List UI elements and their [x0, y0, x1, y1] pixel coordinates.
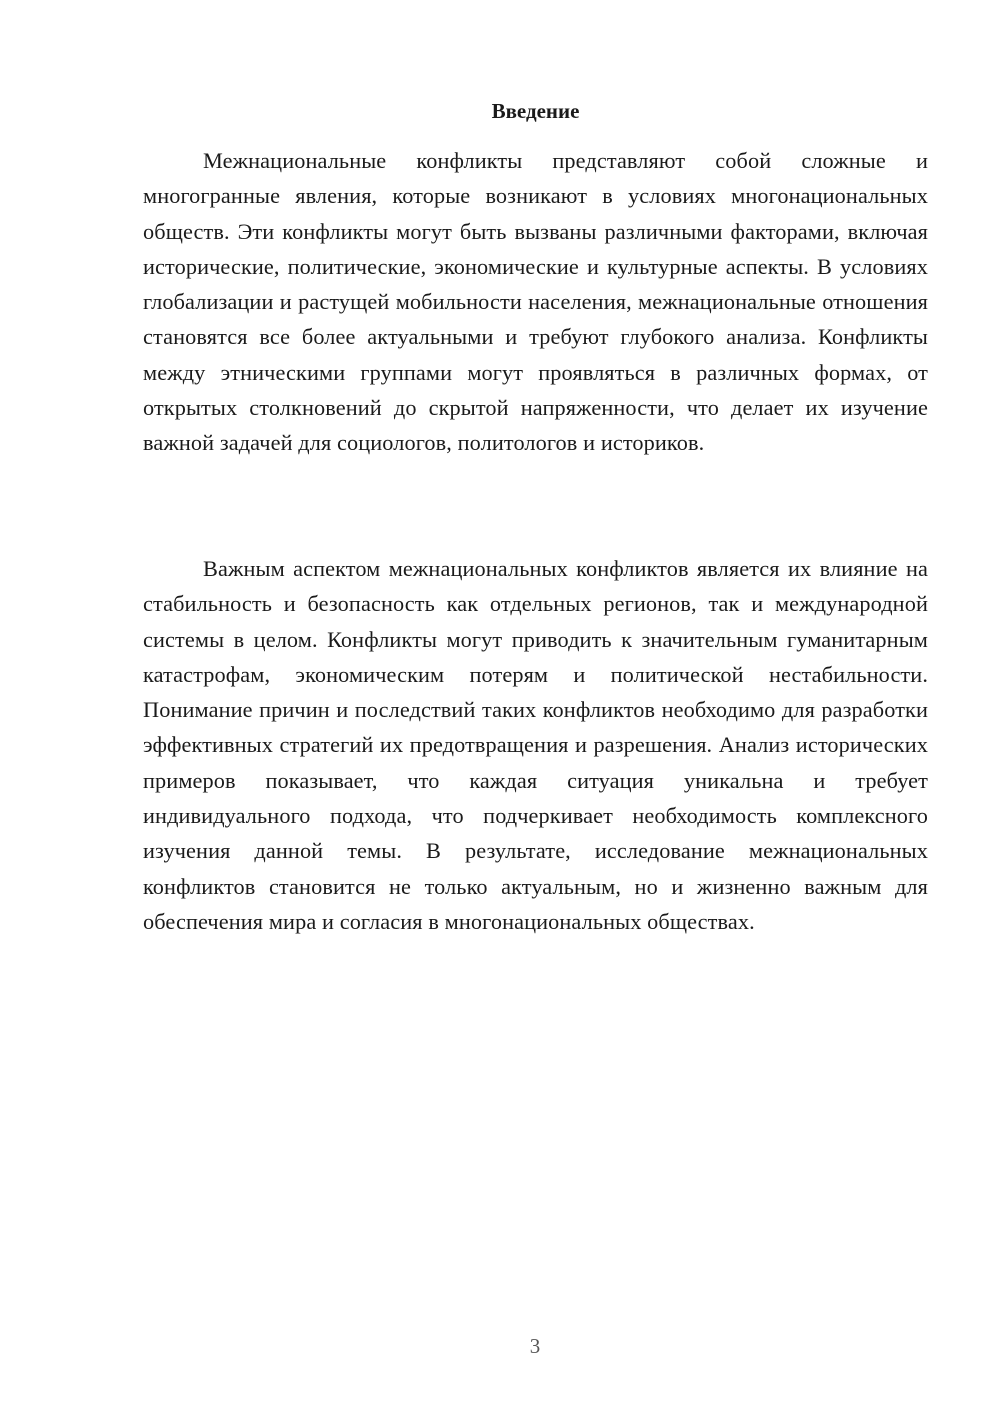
section-title: Введение	[491, 99, 580, 123]
body-paragraph-1: Межнациональные конфликты представляют собой сложные и многогранные явления, которые возникают в условиях многонациональных обществ. Эти конфликты могут быть вызваны различными факторами, включая исторические, политические, экономические и культурные аспекты. В условиях глобализации и растущей мобильности населения, межнациональные отношения становятся все более актуальными и требуют глубокого анализа. Конфликты между этническими группами могут проявляться в различных формах, от открытых столкновений до скрытой напряженности, что делает их изучение важной задачей для социологов, политологов и историков.	[143, 148, 928, 456]
page-number: 3	[529, 1334, 541, 1358]
body-paragraph-2: Важным аспектом межнациональных конфликтов является их влияние на стабильность и безопасность как отдельных регионов, так и международной системы в целом. Конфликты могут приводить к значительным гуманитарным катастрофам, экономическим потерям и политической нестабильности. Понимание причин и последствий таких конфликтов необходимо для разработки эффективных стратегий их предотвращения и разрешения. Анализ исторических примеров показывает, что каждая ситуация уникальна и требует индивидуального подхода, что подчеркивает необходимость комплексного изучения данной темы. В результате, исследование межнациональных конфликтов становится не только актуальным, но и жизненно важным для обеспечения мира и согласия в многонациональных обществах.	[143, 556, 928, 934]
